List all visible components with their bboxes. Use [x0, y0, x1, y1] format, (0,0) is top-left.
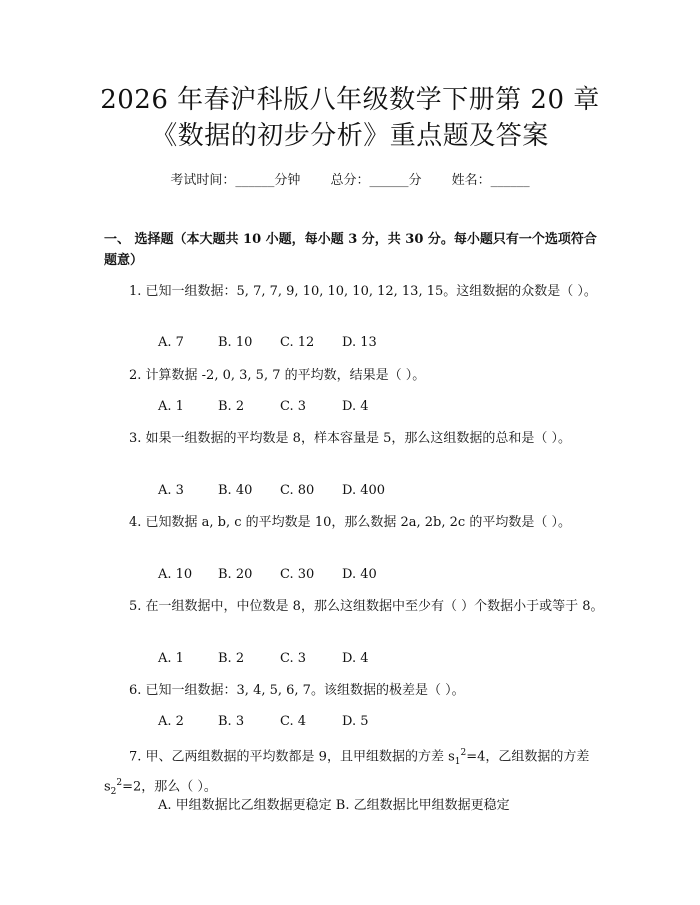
option-a: A. 10: [158, 567, 193, 582]
option-c: C. 30: [280, 567, 315, 582]
question-7-options: A. 甲组数据比乙组数据更稳定 B. 乙组数据比甲组数据更稳定: [158, 798, 510, 813]
option-c: C. 3: [280, 399, 307, 414]
option-a: A. 2: [158, 714, 184, 729]
question-4: 4. 已知数据 a, b, c 的平均数是 10，那么数据 2a, 2b, 2c 的平均数是（ ）。: [129, 515, 571, 530]
question-5-options: [158, 649, 402, 669]
option-b: B. 2: [218, 651, 245, 666]
question-6: 6. 已知一组数据：3, 4, 5, 6, 7。该组数据的极差是（ ）。: [129, 683, 465, 698]
question-5: 5. 在一组数据中，中位数是 8，那么这组数据中至少有（ ）个数据小于或等于 8。: [129, 599, 604, 614]
option-b: B. 10: [218, 335, 253, 350]
section-heading: 一、 选择题（本大题共 10 小题，每小题 3 分，共 30 分。每小题只有一个选项符合题意）: [104, 232, 597, 268]
question-3: 3. 如果一组数据的平均数是 8，样本容量是 5，那么这组数据的总和是（ ）。: [129, 431, 571, 446]
option-b: B. 40: [218, 483, 253, 498]
question-4-options: [158, 565, 402, 585]
exam-meta: [0, 171, 700, 191]
total-score-field: 总分：______分: [330, 173, 422, 188]
option-c: C. 12: [280, 335, 315, 350]
option-b: B. 2: [218, 399, 245, 414]
question-2: 2. 计算数据 -2, 0, 3, 5, 7 的平均数，结果是（ ）。: [129, 368, 426, 383]
option-c: C. 4: [280, 714, 307, 729]
option-a: A. 1: [158, 399, 184, 414]
page-title-line-2: 《数据的初步分析》重点题及答案: [151, 121, 549, 151]
question-3-options: [158, 481, 402, 501]
option-b: B. 3: [218, 714, 245, 729]
question-6-options: [158, 712, 402, 732]
option-d: D. 13: [342, 335, 377, 350]
option-d: D. 400: [342, 483, 386, 498]
option-a: A. 7: [158, 335, 184, 350]
question-1-options: [158, 333, 402, 353]
option-c: C. 3: [280, 651, 307, 666]
page-title-line-1: 2026 年春沪科版八年级数学下册第 20 章: [100, 85, 600, 115]
option-d: D. 40: [342, 567, 377, 582]
option-a: A. 3: [158, 483, 184, 498]
option-d: D. 4: [342, 651, 369, 666]
option-a: A. 1: [158, 651, 184, 666]
question-2-options: [158, 397, 402, 417]
name-field: 姓名：______: [451, 173, 530, 188]
option-b: B. 20: [218, 567, 253, 582]
option-d: D. 4: [342, 399, 369, 414]
option-c: C. 80: [280, 483, 315, 498]
option-d: D. 5: [342, 714, 369, 729]
question-7: 7. 甲、乙两组数据的平均数都是 9，且甲组数据的方差 $s_1^2=4$，乙组数据的方差 $s_2^2=2$，那么（ ）。: [104, 748, 590, 797]
question-1: 1. 已知一组数据：5, 7, 7, 9, 10, 10, 10, 12, 13, 15。这组数据的众数是（ ）。: [129, 284, 597, 299]
exam-time-field: 考试时间：______分钟: [170, 173, 301, 188]
